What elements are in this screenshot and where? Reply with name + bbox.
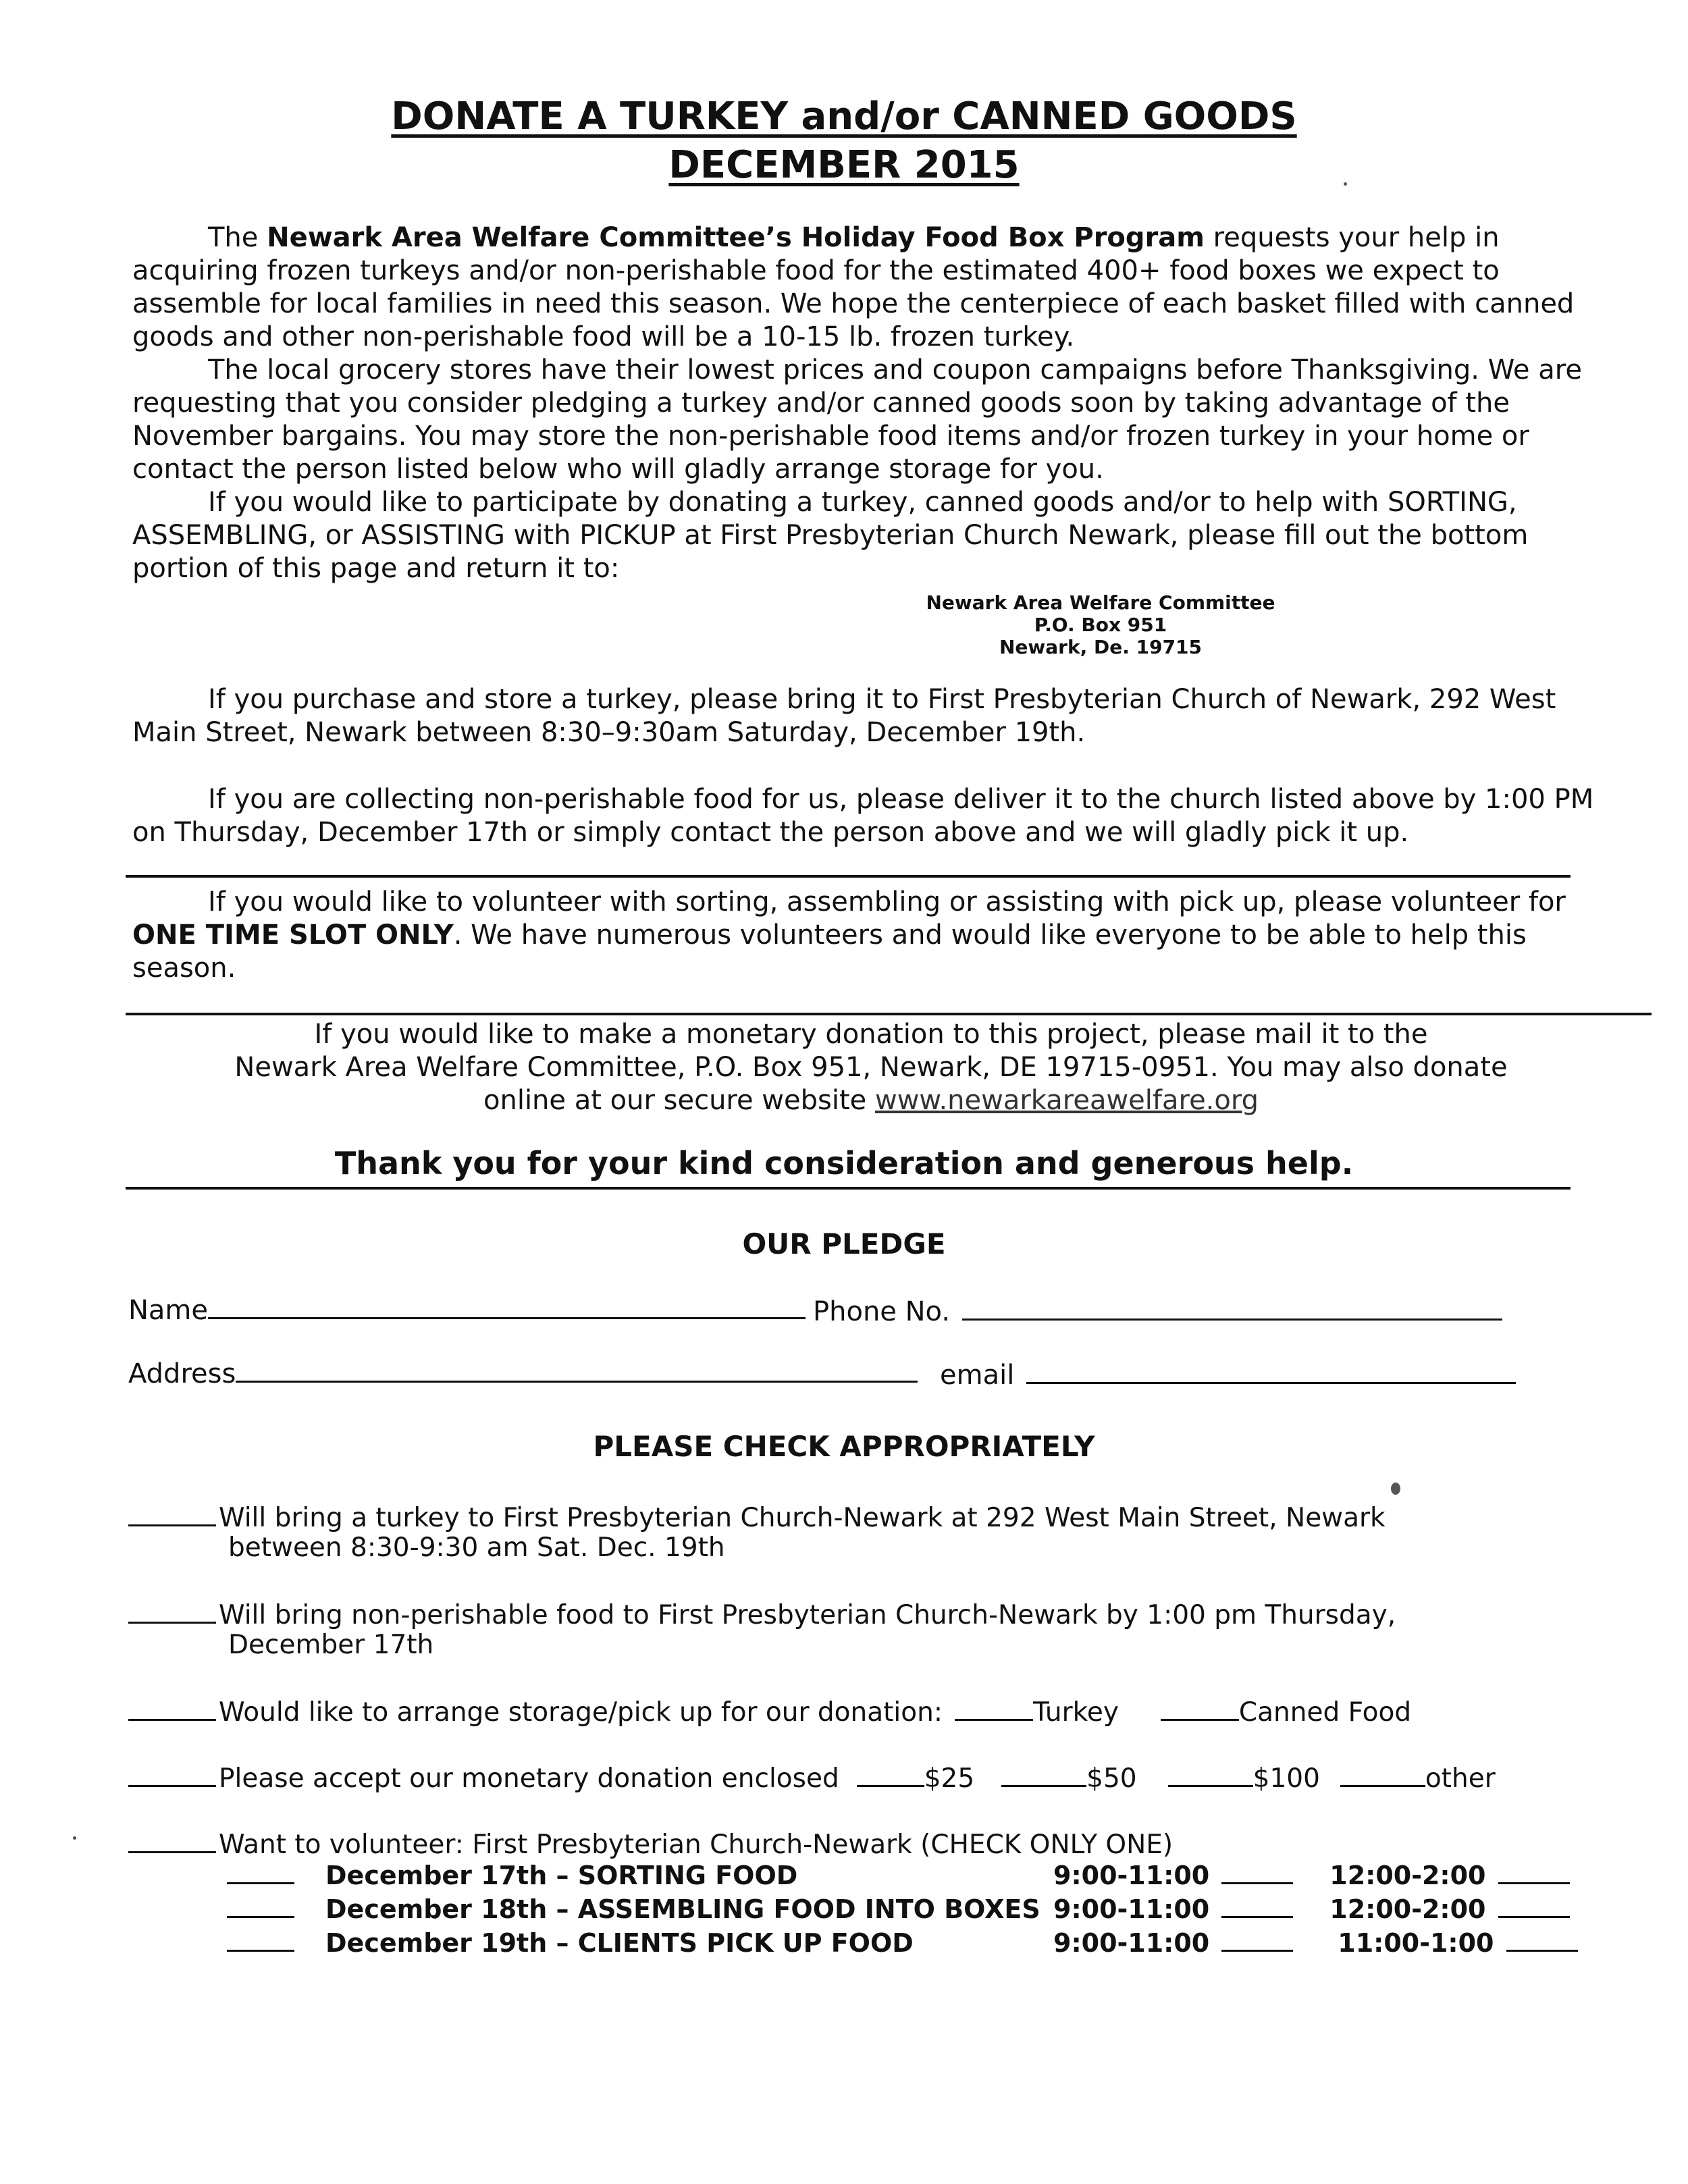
address-label: Address — [128, 1358, 236, 1389]
option-monetary — [128, 1763, 1496, 1794]
mailing-address — [810, 591, 1391, 658]
divider-1 — [126, 875, 1571, 878]
amount-100-blank[interactable] — [1168, 1763, 1253, 1787]
scan-speck — [1391, 1483, 1400, 1495]
website-link[interactable]: www.newarkareawelfare.org — [874, 1085, 1259, 1116]
turkey-dropoff-paragraph — [132, 683, 1604, 749]
slot-2-time-1: 9:00-11:00 — [1053, 1894, 1210, 1924]
volunteer-checkbox-blank[interactable] — [128, 1830, 216, 1853]
email-row — [940, 1360, 1516, 1391]
email-label: email — [940, 1360, 1015, 1391]
slot-2-blank[interactable] — [227, 1894, 294, 1918]
turkey-checkbox-blank[interactable] — [128, 1503, 216, 1526]
address-line-1: Newark Area Welfare Committee — [926, 591, 1275, 614]
slot-1-time-1-blank[interactable] — [1221, 1861, 1293, 1884]
storage-checkbox-blank[interactable] — [128, 1697, 216, 1721]
slot-1-times — [1053, 1861, 1570, 1890]
monetary-line-2: Newark Area Welfare Committee, P.O. Box 951, Newark, DE 19715-0951. You may also donate — [234, 1052, 1508, 1083]
slot-3-time-2: 11:00-1:00 — [1338, 1928, 1494, 1958]
monetary-line-3 — [135, 1084, 1607, 1117]
amount-50-label: $50 — [1086, 1763, 1137, 1794]
amount-50-blank[interactable] — [1001, 1763, 1086, 1787]
option-bring-food — [128, 1600, 1396, 1660]
slot-3-time-1-blank[interactable] — [1221, 1928, 1293, 1952]
intro-p2-text: The local grocery stores have their lowest prices and coupon campaigns before Thanksgiving. We are requesting that you consider pledging a turkey and/or canned goods soon by taking advantage of the November bargains. You may store the non-perishable food items and/or frozen turkey in your home or contact the person listed below who will gladly arrange storage for you. — [132, 354, 1582, 485]
food-dropoff-paragraph — [132, 783, 1604, 849]
slot-row — [227, 1928, 914, 1958]
address-field[interactable] — [236, 1360, 918, 1383]
storage-turkey-label: Turkey — [1033, 1697, 1119, 1728]
storage-text: Would like to arrange storage/pick up for our donation: — [219, 1697, 943, 1728]
program-name: Newark Area Welfare Committee’s Holiday Food Box Program — [267, 222, 1205, 253]
option-bring-turkey — [128, 1503, 1386, 1563]
option-storage — [128, 1697, 1411, 1728]
intro-paragraph-3 — [132, 486, 1604, 585]
monetary-line-1: If you would like to make a monetary donation to this project, please mail it to the — [314, 1019, 1428, 1050]
amount-other-blank[interactable] — [1340, 1763, 1425, 1787]
title-line-1: DONATE A TURKEY and/or CANNED GOODS — [391, 95, 1297, 138]
email-field[interactable] — [1026, 1362, 1516, 1384]
slot-2-times — [1053, 1894, 1570, 1924]
amount-other-label: other — [1425, 1763, 1496, 1794]
volunteer-paragraph — [132, 886, 1604, 985]
storage-turkey-blank[interactable] — [955, 1697, 1033, 1721]
slot-3-time-1: 9:00-11:00 — [1053, 1928, 1210, 1958]
food-dropoff-text: If you are collecting non-perishable food for us, please deliver it to the church listed above by 1:00 PM on Thursday, December 17th or simply contact the person above and we will gladly pick it up. — [132, 784, 1594, 848]
name-field[interactable] — [208, 1297, 806, 1319]
address-line-2: P.O. Box 951 — [1034, 614, 1167, 636]
amount-25-blank[interactable] — [857, 1763, 924, 1787]
slot-3-time-2-blank[interactable] — [1506, 1928, 1578, 1952]
slot-1-time-1: 9:00-11:00 — [1053, 1861, 1210, 1890]
monetary-checkbox-blank[interactable] — [128, 1763, 216, 1787]
amount-100-label: $100 — [1252, 1763, 1320, 1794]
phone-row — [813, 1296, 1502, 1327]
intro-lead: The — [208, 222, 267, 253]
volunteer-rest: . We have numerous volunteers and would like everyone to be able to help this season. — [132, 920, 1527, 984]
food-line-1: Will bring non-perishable food to First Presbyterian Church-Newark by 1:00 pm Thursday, — [219, 1600, 1396, 1630]
slot-3-blank[interactable] — [227, 1928, 294, 1952]
intro-paragraph-2 — [132, 354, 1604, 486]
volunteer-lead: If you would like to volunteer with sorting, assembling or assisting with pick up, please volunteer for — [208, 886, 1566, 917]
slot-1-time-2: 12:00-2:00 — [1329, 1861, 1486, 1890]
slot-2-time-2: 12:00-2:00 — [1329, 1894, 1486, 1924]
slot-2-time-2-blank[interactable] — [1498, 1894, 1570, 1918]
monetary-line-3-lead: online at our secure website — [483, 1085, 875, 1116]
slot-row — [227, 1861, 797, 1890]
scan-speck — [73, 1836, 76, 1840]
intro-paragraph-1 — [132, 221, 1604, 354]
slot-1-time-2-blank[interactable] — [1498, 1861, 1570, 1884]
food-checkbox-blank[interactable] — [128, 1600, 216, 1624]
divider-2 — [126, 1013, 1652, 1015]
slot-3-times — [1053, 1928, 1578, 1958]
monetary-paragraph — [135, 1018, 1607, 1117]
amount-25-label: $25 — [924, 1763, 975, 1794]
intro-rest: requests your help in acquiring frozen turkeys and/or non-perishable food for the estimated 400+ food boxes we expect to assemble for local families in need this season. We hope the centerpiece of each basket filled with canned goods and other non-perishable food will be a 10-15 lb. frozen turkey. — [132, 222, 1575, 352]
address-row — [128, 1358, 918, 1389]
storage-canned-blank[interactable] — [1161, 1697, 1239, 1721]
slot-1-label: December 17th – SORTING FOOD — [325, 1861, 798, 1890]
option-volunteer — [128, 1830, 1173, 1860]
phone-label: Phone No. — [813, 1296, 951, 1327]
turkey-line-1: Will bring a turkey to First Presbyterian Church-Newark at 292 West Main Street, Newark — [219, 1503, 1386, 1533]
monetary-text: Please accept our monetary donation enclosed — [219, 1763, 839, 1794]
intro-p3-text: If you would like to participate by donating a turkey, canned goods and/or to help with SORTING, ASSEMBLING, or ASSISTING with PICKUP at First Presbyterian Church Newark, please fill out the bottom portion of this page and return it to: — [132, 487, 1529, 584]
food-line-2: December 17th — [228, 1630, 434, 1660]
divider-3 — [126, 1187, 1571, 1190]
turkey-dropoff-text: If you purchase and store a turkey, please bring it to First Presbyterian Church of Newark, 292 West Main Street, Newark between 8:30–9:30am Saturday, December 19th. — [132, 684, 1556, 748]
name-label: Name — [128, 1295, 209, 1326]
title-line-2: DECEMBER 2015 — [668, 143, 1020, 187]
turkey-line-2: between 8:30-9:30 am Sat. Dec. 19th — [228, 1533, 725, 1563]
phone-field[interactable] — [962, 1298, 1502, 1321]
slot-3-label: December 19th – CLIENTS PICK UP FOOD — [325, 1928, 914, 1958]
name-row — [128, 1295, 806, 1326]
scan-speck — [1344, 182, 1347, 186]
check-heading: PLEASE CHECK APPROPRIATELY — [593, 1430, 1095, 1463]
pledge-heading: OUR PLEDGE — [742, 1227, 946, 1260]
thank-you-text: Thank you for your kind consideration and generous help. — [334, 1145, 1354, 1181]
one-time-slot-emphasis: ONE TIME SLOT ONLY — [132, 920, 454, 951]
address-line-3: Newark, De. 19715 — [999, 636, 1203, 658]
volunteer-text: Want to volunteer: First Presbyterian Church-Newark (CHECK ONLY ONE) — [219, 1830, 1173, 1860]
slot-1-blank[interactable] — [227, 1861, 294, 1884]
storage-canned-label: Canned Food — [1238, 1697, 1412, 1728]
slot-row — [227, 1894, 1040, 1924]
slot-2-time-1-blank[interactable] — [1221, 1894, 1293, 1918]
slot-2-label: December 18th – ASSEMBLING FOOD INTO BOXES — [325, 1894, 1040, 1924]
